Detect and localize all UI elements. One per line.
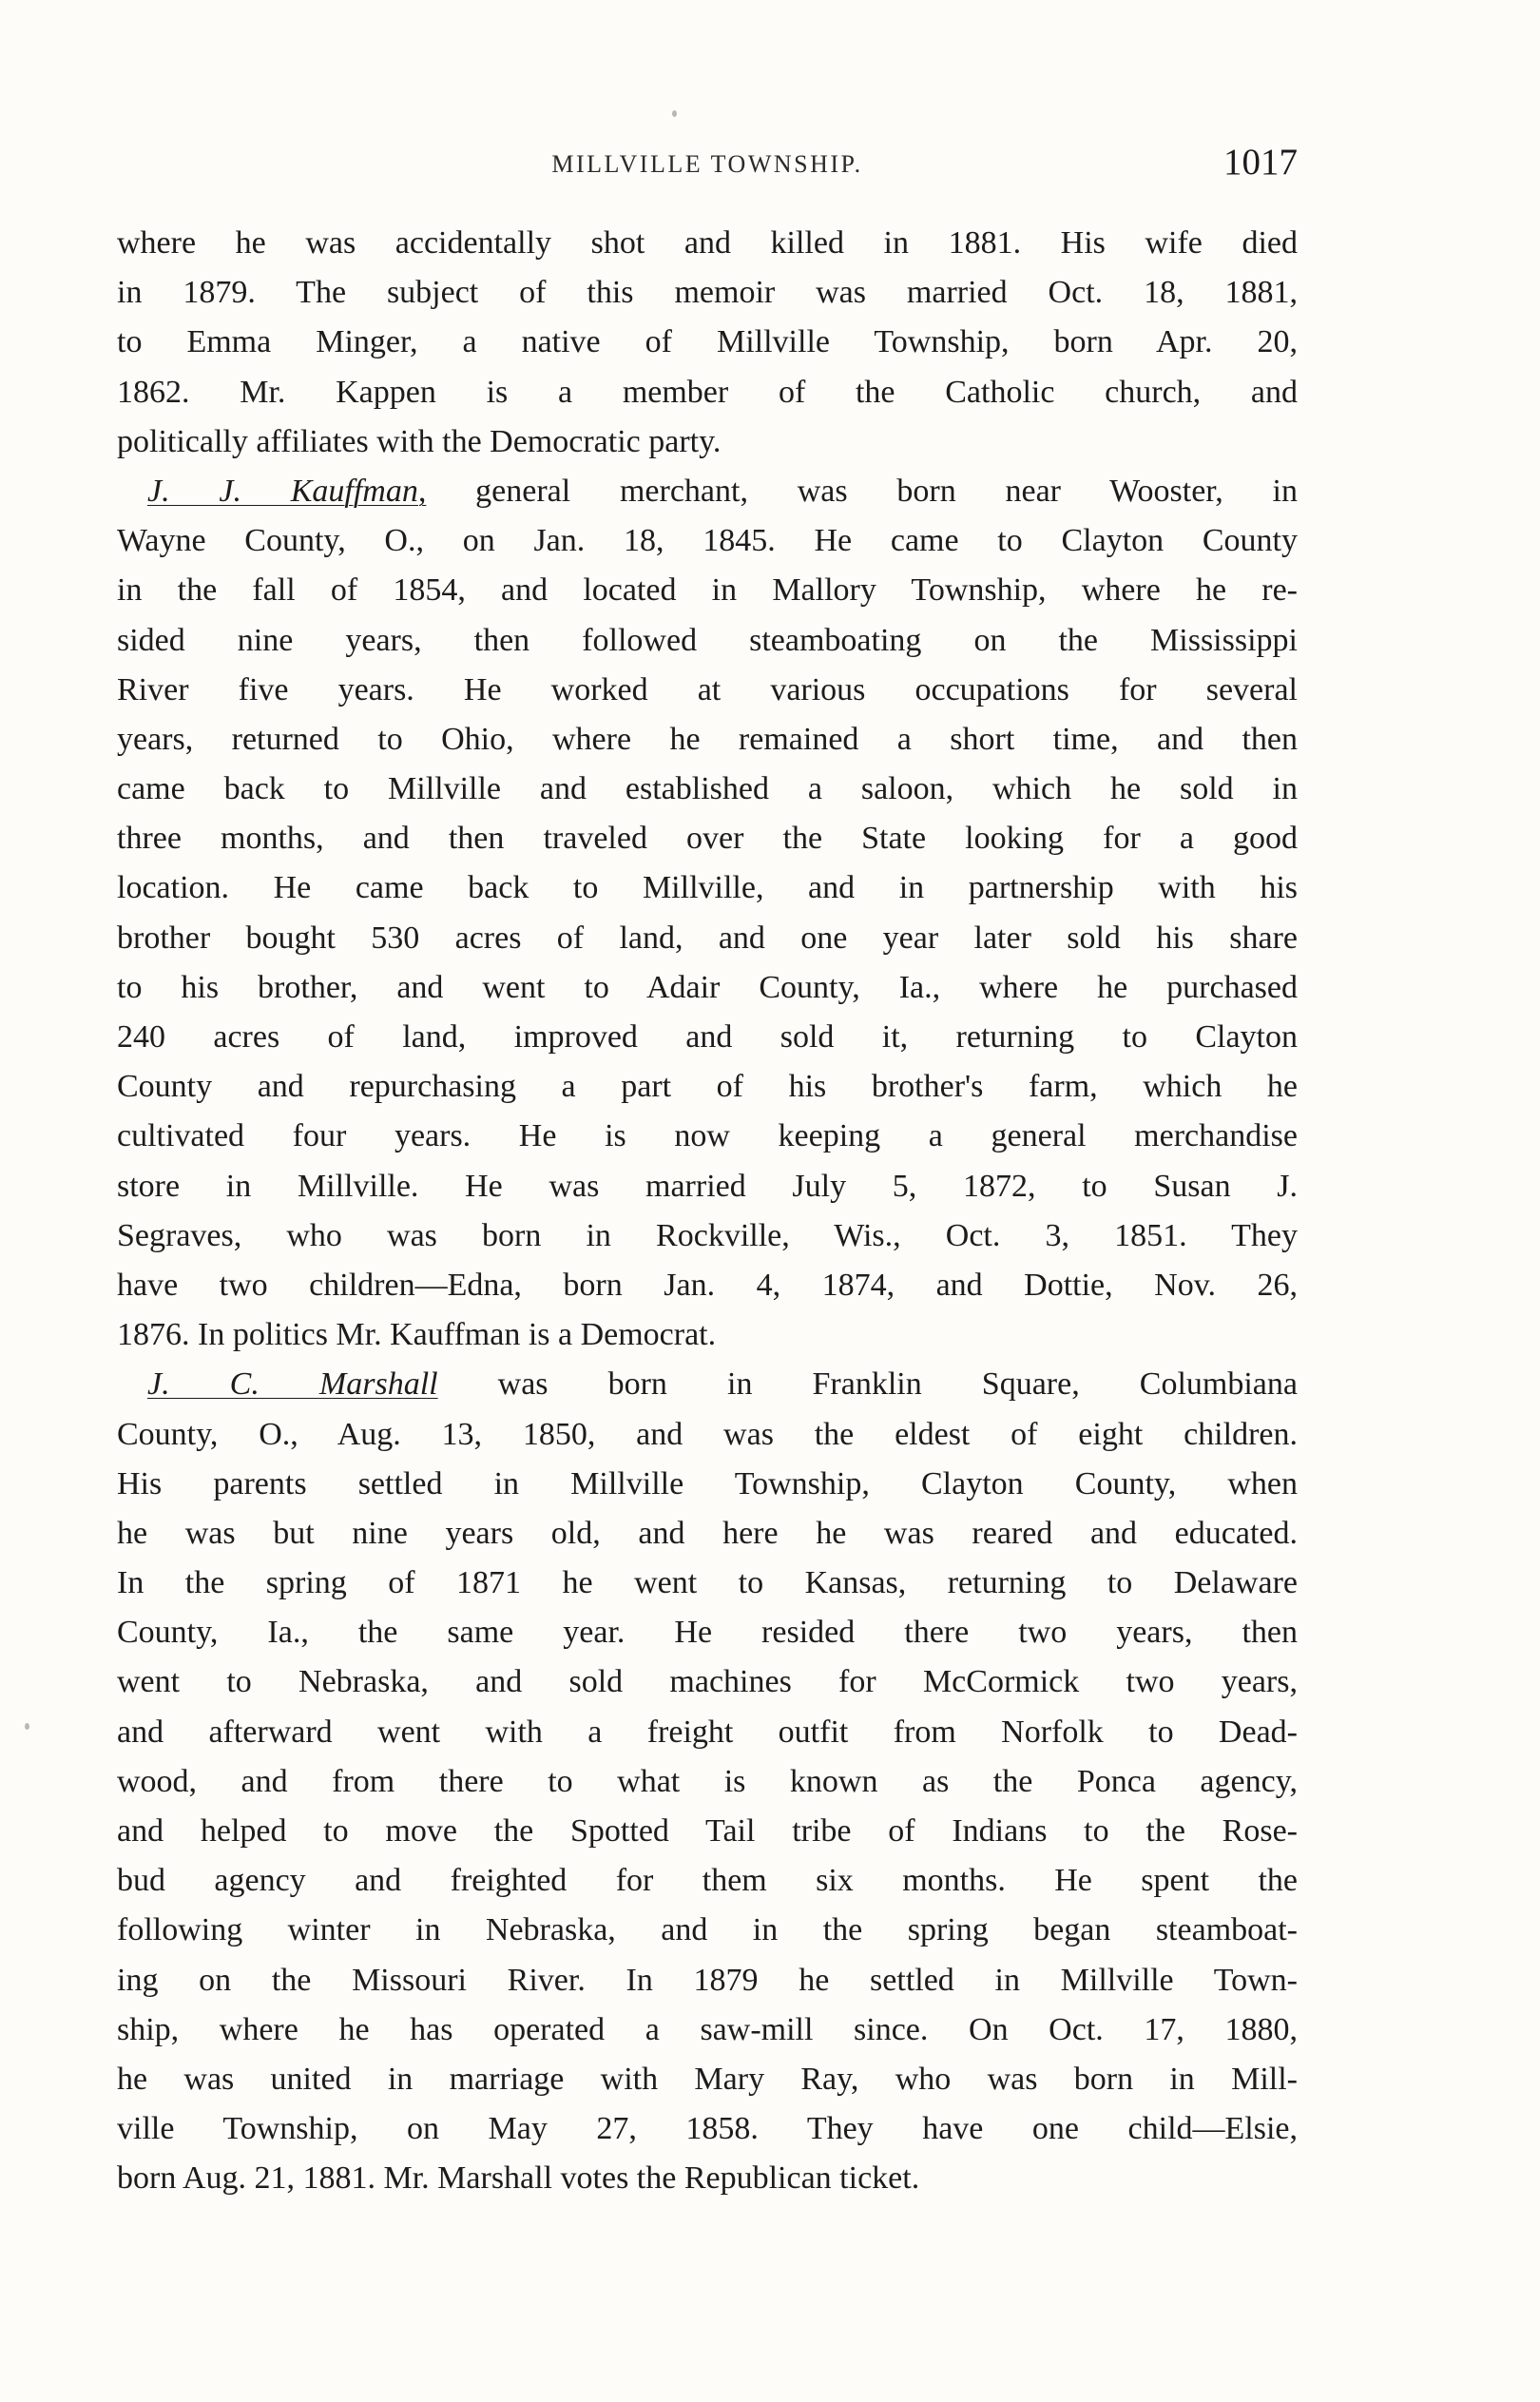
paragraph-2-line: sided nine years, then followed steamboating on the Mississippi — [117, 622, 1298, 658]
paragraph-2-line: brother bought 530 acres of land, and one year later sold his share — [117, 920, 1298, 956]
paragraph-3-line: In the spring of 1871 he went to Kansas, returning to Delaware — [117, 1565, 1298, 1601]
paragraph-2-line: Segraves, who was born in Rockville, Wis., Oct. 3, 1851. They — [117, 1217, 1298, 1253]
running-head — [117, 141, 1298, 188]
paragraph-2-line: Wayne County, O., on Jan. 18, 1845. He came to Clayton County — [117, 523, 1298, 559]
paragraph-1-line: in 1879. The subject of this memoir was married Oct. 18, 1881, — [117, 275, 1298, 311]
paragraph-2-line: cultivated four years. He is now keeping a general merchandise — [117, 1118, 1298, 1154]
paragraph-1-line: politically affiliates with the Democratic party. — [117, 423, 722, 459]
paragraph-3-line: following winter in Nebraska, and in the spring began steamboat- — [117, 1912, 1298, 1948]
paragraph-2-line: County and repurchasing a part of his brother's farm, which he — [117, 1069, 1298, 1105]
paragraph-2-line: in the fall of 1854, and located in Mallory Township, where he re- — [117, 572, 1298, 609]
paragraph-2-line: location. He came back to Millville, and in partnership with his — [117, 870, 1298, 906]
paragraph-2-line: have two children—Edna, born Jan. 4, 1874, and Dottie, Nov. 26, — [117, 1267, 1298, 1303]
paragraph-2-line: 240 acres of land, improved and sold it, returning to Clayton — [117, 1019, 1298, 1055]
paragraph-3-first-line — [117, 1360, 1298, 1409]
paragraph-3-line: ing on the Missouri River. In 1879 he settled in Millville Town- — [117, 1962, 1298, 1998]
paragraph-2-line: years, returned to Ohio, where he remained a short time, and then — [117, 721, 1298, 757]
paragraph-1-line: to Emma Minger, a native of Millville Township, born Apr. 20, — [117, 324, 1298, 360]
ink-speck — [25, 1723, 29, 1730]
paragraph-1-line: where he was accidentally shot and killed in 1881. His wife died — [117, 225, 1298, 261]
paragraph-2-line: store in Millville. He was married July 5, 1872, to Susan J. — [117, 1168, 1298, 1204]
page-number: 1017 — [1223, 142, 1298, 183]
paragraph-1-line: 1862. Mr. Kappen is a member of the Catholic church, and — [117, 374, 1298, 410]
biography-name: J. C. Marshall — [147, 1366, 438, 1403]
paragraph-3-line: County, O., Aug. 13, 1850, and was the eldest of eight children. — [117, 1416, 1298, 1452]
paragraph-3-line: he was but nine years old, and here he was reared and educated. — [117, 1515, 1298, 1551]
running-title: MILLVILLE TOWNSHIP. — [551, 150, 863, 178]
paragraph-2-line: came back to Millville and established a saloon, which he sold in — [117, 771, 1298, 807]
paragraph-2-line: three months, and then traveled over the State looking for a good — [117, 821, 1298, 857]
paragraph-2-line: 1876. In politics Mr. Kauffman is a Democrat. — [117, 1317, 717, 1353]
paragraph-2-first-line-text: general merchant, was born near Wooster, in — [426, 473, 1298, 509]
paragraph-3-line: ship, where he has operated a saw-mill since. On Oct. 17, 1880, — [117, 2011, 1298, 2047]
body-text — [117, 219, 1298, 2204]
paragraph-2-line: River five years. He worked at various occupations for several — [117, 671, 1298, 707]
paragraph-3-line: and afterward went with a freight outfit from Norfolk to Dead- — [117, 1714, 1298, 1750]
paragraph-3-line: born Aug. 21, 1881. Mr. Marshall votes the Republican ticket. — [117, 2160, 920, 2197]
paragraph-3-first-line-text: was born in Franklin Square, Columbiana — [437, 1366, 1298, 1403]
ink-speck — [672, 110, 677, 117]
paragraph-3-line: and helped to move the Spotted Tail tribe of Indians to the Rose- — [117, 1813, 1298, 1849]
paragraph-2-line: to his brother, and went to Adair County, Ia., where he purchased — [117, 969, 1298, 1005]
biography-name: J. J. Kauffman, — [147, 473, 427, 509]
paragraph-3-line: County, Ia., the same year. He resided there two years, then — [117, 1615, 1298, 1651]
paragraph-3-line: His parents settled in Millville Township, Clayton County, when — [117, 1465, 1298, 1501]
paragraph-3-line: bud agency and freighted for them six months. He spent the — [117, 1863, 1298, 1899]
paragraph-3-line: wood, and from there to what is known as the Ponca agency, — [117, 1763, 1298, 1799]
paragraph-3-line: ville Township, on May 27, 1858. They have one child—Elsie, — [117, 2111, 1298, 2147]
paragraph-3-line: he was united in marriage with Mary Ray, who was born in Mill- — [117, 2061, 1298, 2097]
paragraph-3-line: went to Nebraska, and sold machines for McCormick two years, — [117, 1664, 1298, 1700]
paragraph-2-first-line — [117, 467, 1298, 516]
